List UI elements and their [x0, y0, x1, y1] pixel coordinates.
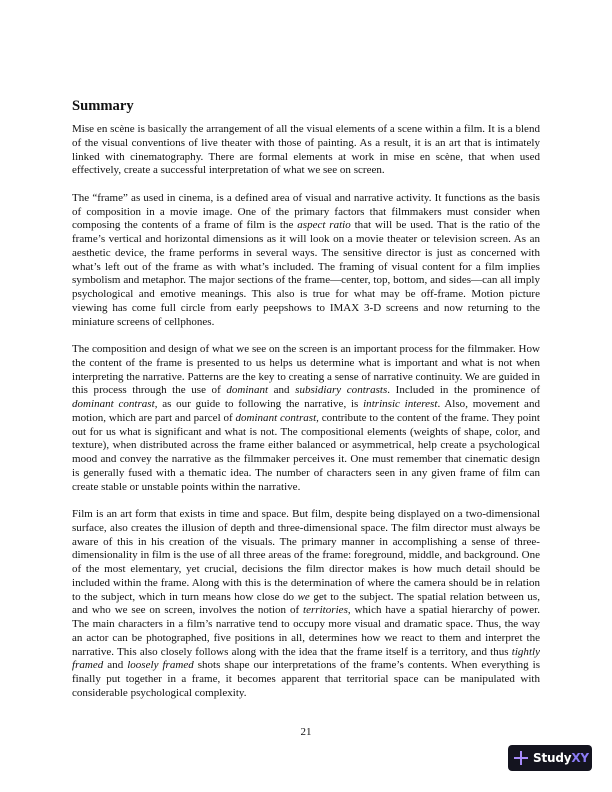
italic-term: subsidiary contrasts — [295, 384, 388, 397]
paragraph-container — [72, 123, 540, 701]
studyxy-badge[interactable] — [508, 745, 592, 771]
text-run: and — [268, 384, 296, 397]
text-run: Mise en scène is basically the arrangement of all the visual elements of a scene within a film. It is a blend of the visual conventions of live theater with those of painting. As a result, it is an art that is intimately linked with cinematography. There are formal elements at work in mise en scène, that when used effectively, create a successful interpretation of what we see on screen. — [72, 123, 540, 177]
italic-term: dominant contrast — [72, 398, 155, 410]
brand-main: Study — [533, 751, 572, 765]
document-page — [72, 98, 540, 714]
paragraph — [72, 343, 540, 494]
italic-term: we — [297, 590, 310, 603]
plus-icon — [514, 751, 528, 765]
brand-name — [533, 751, 589, 765]
italic-term: dominant contrast, — [235, 411, 319, 424]
text-run: that will be used. That is the ratio of the frame’s vertical and horizontal dimensions as it will look on a movie theater or television screen. As an aesthetic device, the frame performs in several ways. The sensitive director is just as concerned with what’s left out of the frame as with what’s included. The framing of visual content for a film implies symbolism and metaphor. The major sections of the frame—center, top, bottom, and sides—can all imply psychological and emotive meanings. This also is true for what may be off-frame. Motion picture viewing has come full circle from early peepshows to IMAX 3-D screens and now returning to the miniature screens of cellphones. — [72, 219, 540, 328]
text-run: , which have a spatial hierarchy of power. The main characters in a film’s narrative tend to occupy more visual and dramatic space. Thus, the way an actor can be photographed, five positions in all, determines how we react to them and interpret the narrative. This also closely follows along with the idea that the frame itself is a territory, and thus — [72, 604, 540, 658]
text-run: contribute to the content of the frame. They point out for us what is significant and what is not. The compositional elements (weights of shape, color, and texture), when distributed across the frame either balanced or asymmetrical, help create a psychological mood and convey the narrative as the filmmaker perceives it. One must remember that cinematic design is generally fused with a thematic idea. The number of characters seen in any given frame of film can create stable or unstable points within the narrative. — [72, 411, 540, 493]
text-run: The “frame” as used in cinema, is a defined area of visual and narrative activity. It functions as the basis of composition in a movie image. One of the primary factors that filmmakers must consider when composing the contents of a frame of film is the — [72, 191, 540, 232]
paragraph — [72, 192, 540, 330]
text-run: get to the subject. The spatial relation between us, and who we see on screen, involves the notion of — [72, 590, 541, 617]
page-number: 21 — [300, 726, 312, 738]
italic-term: intrinsic interest — [363, 398, 438, 410]
text-run: and — [103, 659, 128, 672]
paragraph — [72, 508, 540, 701]
text-run: The composition and design of what we see on the screen is an important process for the filmmaker. How the content of the frame is presented to us helps us determine what is important and what is not when interpreting the narrative. Patterns are the key to creating a sense of narrative continuity. We are guided in this process through the use of — [72, 343, 540, 397]
brand-accent: XY — [571, 751, 589, 765]
italic-term: territories — [303, 604, 348, 617]
text-run: Film is an art form that exists in time and space. But film, despite being displayed on a two-dimensional surface, also creates the illusion of depth and three-dimensional space. The film director must always be aware of this in his creation of the visuals. The primary manner in accomplishing a sense of three-dimensionality in film is the use of all three areas of the frame: foreground, middle, and background. One of the most elementary, yet crucial, decisions the film director makes is how much detail should be included within the frame. Along with this is the determination of where the camera should be in relation to the subject, which in turn means how close do — [72, 508, 540, 603]
text-run: . Included in the prominence of — [387, 384, 541, 397]
italic-term: tightly framed — [72, 645, 540, 672]
italic-term: loosely framed — [127, 659, 194, 672]
italic-term: dominant — [226, 384, 269, 397]
paragraph — [72, 123, 540, 178]
section-heading: Summary — [72, 98, 134, 114]
italic-term: aspect ratio — [297, 219, 351, 232]
text-run: , as our guide to following the narrative, is — [154, 398, 364, 410]
text-run: . Also, movement and motion, which are part and parcel of — [72, 398, 540, 424]
text-run: shots shape our interpretations of the frame’s contents. When everything is finally put together in a frame, it becomes apparent that territorial space can be manipulated with considerable psychological complexity. — [72, 659, 541, 699]
